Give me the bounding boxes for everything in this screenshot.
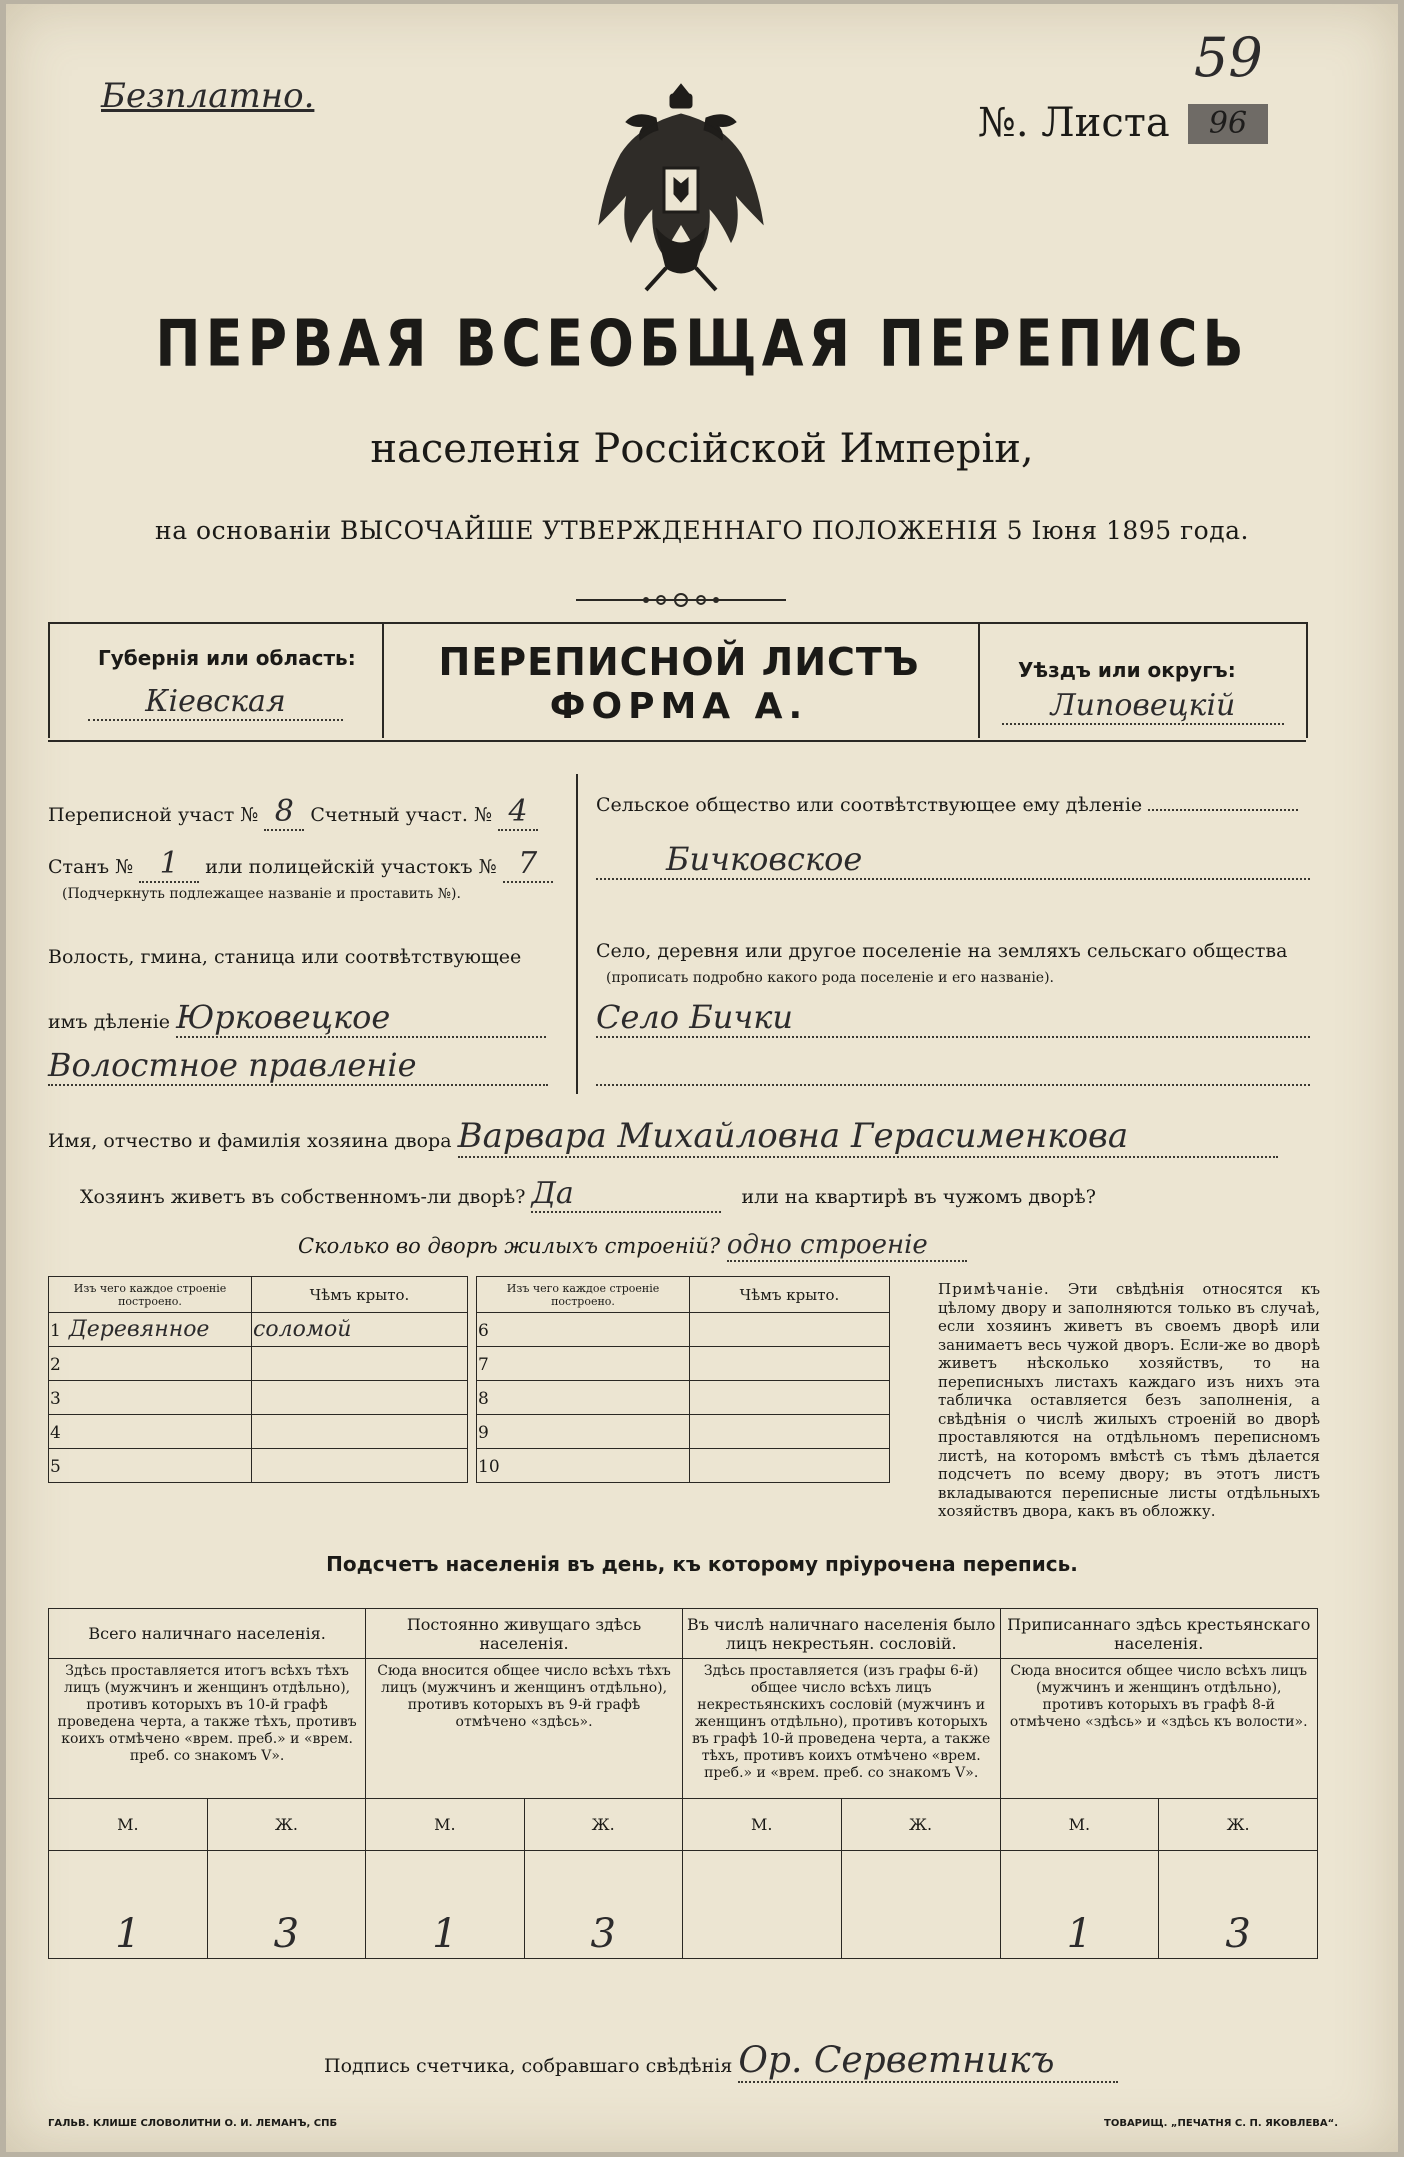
- census-form-page: [6, 4, 1398, 2152]
- ornament-divider: [576, 592, 786, 608]
- building-material-value: Деревянное: [68, 1317, 210, 1342]
- building-roof-value: [252, 1449, 468, 1483]
- building-material-cell: [477, 1347, 690, 1381]
- building-material-cell: [477, 1313, 690, 1347]
- female-count-value: 3: [524, 1851, 682, 1959]
- table-row: [49, 1381, 468, 1415]
- buildings-table-left: [48, 1276, 468, 1483]
- note-block: [938, 1280, 1320, 1521]
- building-material-cell: [477, 1381, 690, 1415]
- district-value: Липовецкій: [1002, 688, 1284, 725]
- left-fields: [48, 784, 548, 1104]
- sheet-label: №. Листа: [978, 100, 1170, 146]
- sheet-number: 96: [1188, 104, 1268, 144]
- count-column-desc: Здѣсь проставляется итогъ всѣхъ тѣхъ лицъ (мужчинъ и женщинъ отдѣльно), противъ которыхъ въ 10-й графѣ проведена черта, а также тѣхъ, противъ коихъ отмѣчено «врем. преб.» и «врем. преб. со знакомъ V».: [49, 1659, 366, 1799]
- table-row: [477, 1313, 890, 1347]
- owner-name-value: Варвара Михайловна Герасименкова: [458, 1116, 1278, 1158]
- society-label: Сельское общество или соотвѣтствующее ему дѣленіе: [596, 794, 1143, 816]
- count-title: Подсчетъ населенія въ день, къ которому пріурочена перепись.: [326, 1552, 1078, 1576]
- page-number: 59: [1194, 26, 1263, 89]
- female-count-value: 3: [207, 1851, 366, 1959]
- village-label: Село, деревня или другое поселеніе на земляхъ сельскаго общества: [596, 940, 1288, 962]
- fields-divider: [576, 774, 578, 1094]
- owner-lives-row: [80, 1176, 1320, 1213]
- free-label: Безплатно.: [101, 76, 315, 116]
- table-row: [49, 1347, 468, 1381]
- building-roof-value: [252, 1415, 468, 1449]
- stan-label: Станъ №: [48, 856, 134, 878]
- volost-value-2: Волостное правленіе: [48, 1046, 548, 1086]
- page-title: ПЕРВАЯ ВСЕОБЩАЯ ПЕРЕПИСЬ: [155, 306, 1249, 381]
- village-extra-line: [596, 1084, 1310, 1086]
- district-label: Уѣздъ или округъ:: [1018, 658, 1236, 682]
- page-subtitle: населенія Россійской Имперіи,: [370, 426, 1034, 472]
- village-value: Село Бички: [596, 998, 1310, 1038]
- building-number: 7: [478, 1355, 489, 1375]
- count-column-header: Постоянно живущаго здѣсь населенія.: [366, 1609, 683, 1659]
- col-material-header: Изъ чего каждое строеніе построено.: [49, 1277, 252, 1313]
- owner-name-row: [48, 1116, 1318, 1158]
- counting-area-value: 4: [498, 794, 538, 831]
- stan-value: 1: [139, 846, 199, 883]
- owner-rent-label: или на квартирѣ въ чужомъ дворѣ?: [741, 1186, 1096, 1208]
- building-number: 1: [50, 1321, 61, 1341]
- table-row: [477, 1381, 890, 1415]
- census-area-value: 8: [264, 794, 304, 831]
- building-roof-value: соломой: [252, 1313, 468, 1347]
- table-row: [49, 1415, 468, 1449]
- male-count-value: 1: [1000, 1851, 1159, 1959]
- building-roof-value: [690, 1381, 890, 1415]
- building-roof-value: [252, 1347, 468, 1381]
- building-number: 9: [478, 1423, 489, 1443]
- building-roof-value: [690, 1313, 890, 1347]
- buildings-value: одно строеніе: [727, 1230, 967, 1262]
- census-area-label: Переписной участ №: [48, 804, 259, 826]
- col-roof-header-2: Чѣмъ крыто.: [690, 1277, 890, 1313]
- note-title: Примѣчаніе.: [938, 1280, 1050, 1298]
- eagle-emblem-icon: [586, 78, 776, 296]
- col-material-header-2: Изъ чего каждое строеніе построено.: [477, 1277, 690, 1313]
- male-header: М.: [366, 1799, 524, 1851]
- police-value: 7: [503, 846, 553, 883]
- volost-label-2: имъ дѣленіе: [48, 1011, 171, 1033]
- volost-value: Юрковецкое: [176, 998, 546, 1038]
- owner-name-label: Имя, отчество и фамилія хозяина двора: [48, 1130, 452, 1152]
- building-number: 2: [50, 1355, 61, 1375]
- province-label: Губернія или область:: [98, 646, 356, 670]
- female-count-value: 3: [1159, 1851, 1318, 1959]
- province-value: Кіевская: [88, 684, 343, 721]
- building-number: 10: [478, 1457, 500, 1477]
- signature-value: Ор. Серветникъ: [738, 2040, 1118, 2083]
- building-roof-value: [252, 1381, 468, 1415]
- signature-label: Подпись счетчика, собравшаго свѣдѣнія: [324, 2055, 733, 2077]
- owner-lives-label: Хозяинъ живетъ въ собственномъ-ли дворѣ?: [80, 1186, 526, 1208]
- count-column-header: Всего наличнаго населенія.: [49, 1609, 366, 1659]
- table-row: [477, 1347, 890, 1381]
- count-column-desc: Сюда вносится общее число всѣхъ тѣхъ лицъ (мужчинъ и женщинъ отдѣльно), противъ которыхъ въ 9-й графѣ отмѣчено «здѣсь».: [366, 1659, 683, 1799]
- table-row: [49, 1313, 468, 1347]
- district-box: [978, 622, 1308, 738]
- count-column-desc: Здѣсь проставляется (изъ графы 6-й) общее число всѣхъ лицъ некрестьянскихъ сословій (мужчинъ и женщинъ отдѣльно), противъ которыхъ въ графѣ 10-й проведена черта, а также тѣхъ, противъ коихъ отмѣчено «врем. преб.» и «врем. преб. со знакомъ V».: [682, 1659, 1000, 1799]
- counting-area-label: Счетный участ. №: [310, 804, 492, 826]
- village-note: (прописать подробно какого рода поселеніе и его названіе).: [606, 970, 1054, 986]
- building-material-cell: [49, 1313, 252, 1347]
- table-row: [477, 1449, 890, 1483]
- basis-line: на основаніи ВЫСОЧАЙШЕ УТВЕРЖДЕННАГО ПОЛОЖЕНІЯ 5 Іюня 1895 года.: [155, 516, 1249, 545]
- form-title: ПЕРЕПИСНОЙ ЛИСТЪ: [438, 640, 920, 684]
- buildings-label: Сколько во дворѣ жилыхъ строеній?: [298, 1234, 721, 1258]
- count-column-header: Приписаннаго здѣсь крестьянскаго населенія.: [1000, 1609, 1318, 1659]
- building-material-cell: [477, 1415, 690, 1449]
- male-header: М.: [682, 1799, 841, 1851]
- building-material-cell: [49, 1449, 252, 1483]
- signature-row: [324, 2040, 1224, 2083]
- male-header: М.: [49, 1799, 208, 1851]
- female-header: Ж.: [207, 1799, 366, 1851]
- building-number: 4: [50, 1423, 61, 1443]
- society-value: Бичковское: [596, 840, 1310, 880]
- police-label: или полицейскій участокъ №: [205, 856, 497, 878]
- male-header: М.: [1000, 1799, 1159, 1851]
- form-title-box: [380, 622, 978, 738]
- note-text: Эти свѣдѣнія относятся къ цѣлому двору и заполняются только въ случаѣ, если хозяинъ живетъ въ своемъ дворѣ или занимаетъ весь чужой дворъ. Если-же во дворѣ живетъ нѣсколько хозяйствъ, то на переписныхъ листахъ каждаго изъ нихъ эта табличка оставляется безъ заполненія, а свѣдѣнія о числѣ жилыхъ строеній во дворѣ проставляются на отдѣльномъ переписномъ листѣ, на которомъ вмѣстѣ съ тѣмъ дѣлается подсчетъ по всему двору; въ этотъ листъ вкладываются переписные листы отдѣльныхъ хозяйствъ двора, какъ въ обложку.: [938, 1280, 1320, 1520]
- male-count-value: 1: [49, 1851, 208, 1959]
- male-count-value: 1: [366, 1851, 524, 1959]
- buildings-table-right: [476, 1276, 890, 1483]
- underline-note: (Подчеркнуть подлежащее названіе и проставить №).: [62, 886, 461, 902]
- building-number: 6: [478, 1321, 489, 1341]
- col-roof-header: Чѣмъ крыто.: [252, 1277, 468, 1313]
- society-line: [1148, 809, 1298, 811]
- count-table: [48, 1608, 1318, 1959]
- building-number: 3: [50, 1389, 61, 1409]
- building-number: 8: [478, 1389, 489, 1409]
- footer-left: ГАЛЬВ. КЛИШЕ СЛОВОЛИТНИ О. И. ЛЕМАНЪ, СПБ: [48, 2118, 338, 2129]
- buildings-row: [298, 1230, 1198, 1262]
- building-material-cell: [477, 1449, 690, 1483]
- building-roof-value: [690, 1347, 890, 1381]
- province-box: [48, 622, 384, 738]
- count-column-header: Въ числѣ наличнаго населенія было лицъ некрестьян. сословій.: [682, 1609, 1000, 1659]
- female-count-value: [841, 1851, 1000, 1959]
- form-letter: ФОРМА А.: [549, 686, 809, 727]
- right-fields: [596, 784, 1316, 1104]
- male-count-value: [682, 1851, 841, 1959]
- footer-right: ТОВАРИЩ. „ПЕЧАТНЯ С. П. ЯКОВЛЕВА“.: [1104, 2118, 1339, 2129]
- building-material-cell: [49, 1347, 252, 1381]
- building-material-cell: [49, 1381, 252, 1415]
- building-material-cell: [49, 1415, 252, 1449]
- owner-lives-value: Да: [531, 1176, 721, 1213]
- female-header: Ж.: [1159, 1799, 1318, 1851]
- building-roof-value: [690, 1449, 890, 1483]
- table-row: [49, 1449, 468, 1483]
- female-header: Ж.: [841, 1799, 1000, 1851]
- volost-label: Волость, гмина, станица или соотвѣтствующее: [48, 946, 522, 968]
- building-roof-value: [690, 1415, 890, 1449]
- building-number: 5: [50, 1457, 61, 1477]
- count-column-desc: Сюда вносится общее число всѣхъ лицъ (мужчинъ и женщинъ отдѣльно), противъ которыхъ въ графѣ 8-й отмѣчено «здѣсь» и «здѣсь къ волости».: [1000, 1659, 1318, 1799]
- table-row: [477, 1415, 890, 1449]
- female-header: Ж.: [524, 1799, 682, 1851]
